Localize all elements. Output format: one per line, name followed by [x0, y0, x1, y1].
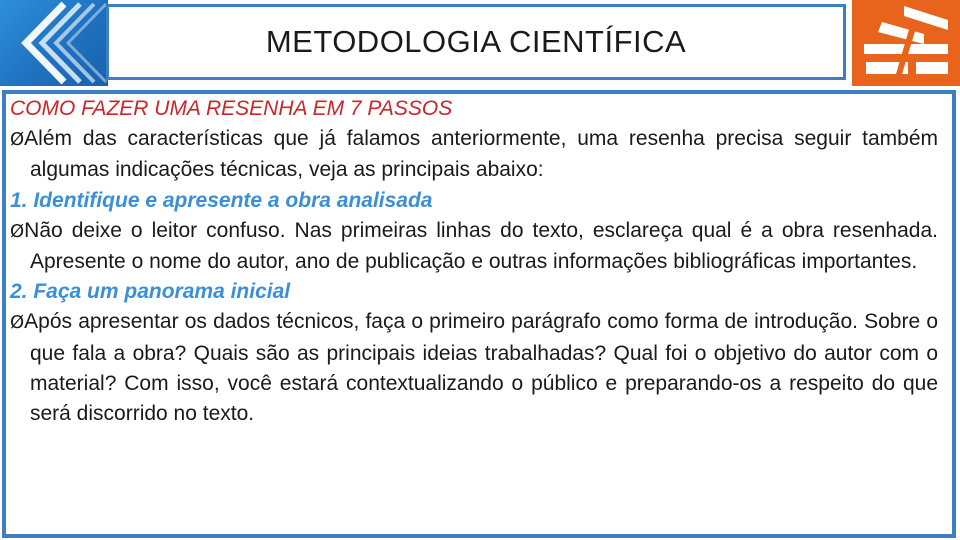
bullet-arrow-icon: Ø — [10, 220, 25, 242]
step-1-text: Não deixe o leitor confuso. Nas primeiras linhas do texto, esclareça qual é a obra resenhada. Apresente o nome do autor, ano de publicação e outras informações bibliográficas importantes. — [24, 218, 938, 274]
chevron-arrows-logo — [0, 0, 108, 86]
page-title: METODOLOGIA CIENTÍFICA — [265, 24, 687, 59]
emblem-logo-icon — [852, 0, 960, 86]
orange-emblem-logo — [852, 0, 960, 86]
step-1-bullet — [10, 216, 938, 277]
step-2-text: Após apresentar os dados técnicos, faça o primeiro parágrafo como forma de introdução. Sobre o que fala a obra? Quais são as principais ideias trabalhadas? Qual foi o objetivo do autor com o material? Com isso, você estará contextualizando o público e preparando-os a respeito do que será discorrido no texto. — [24, 310, 938, 426]
step-2-bullet — [10, 307, 938, 429]
section-heading: COMO FAZER UMA RESENHA EM 7 PASSOS — [10, 97, 453, 120]
step-2-title: 2. Faça um panorama inicial — [10, 280, 291, 304]
bullet-arrow-icon: Ø — [10, 129, 25, 151]
content-text — [10, 94, 938, 429]
title-box — [106, 4, 846, 80]
intro-text: Além das características que já falamos anteriormente, uma resenha precisa seguir também algumas indicações técnicas, veja as principais abaixo: — [24, 127, 938, 182]
bullet-arrow-icon: Ø — [10, 312, 25, 334]
intro-bullet — [10, 124, 938, 185]
chevron-logo-icon — [0, 0, 108, 86]
step-1-title: 1. Identifique e apresente a obra analisada — [10, 188, 433, 212]
